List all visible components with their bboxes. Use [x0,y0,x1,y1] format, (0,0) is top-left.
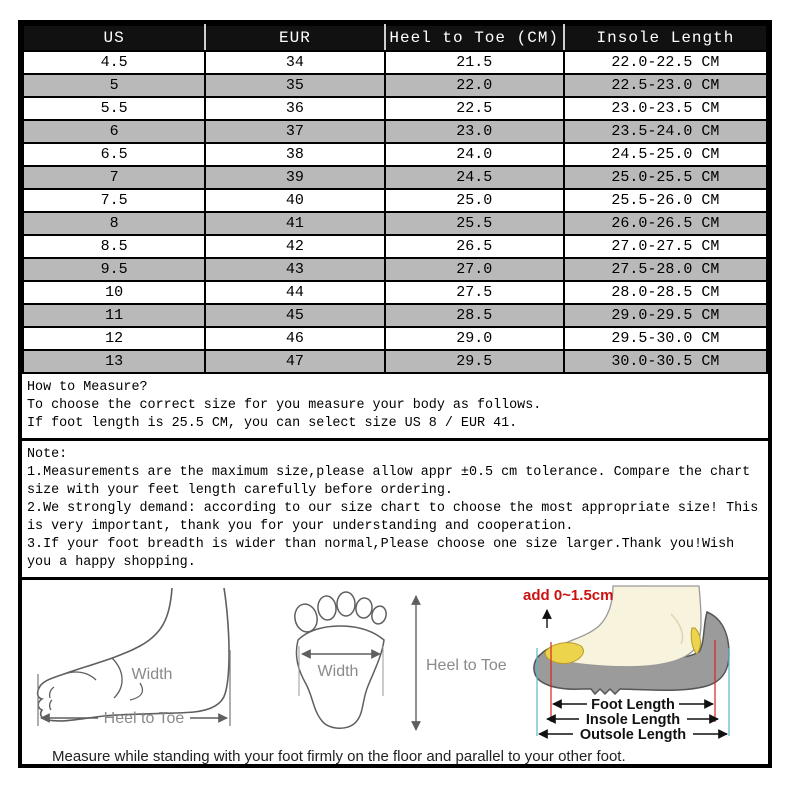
table-row [23,189,767,212]
table-cell-us: 10 [23,281,205,304]
foot-side-view-figure [24,584,274,734]
text-line: How to Measure? [27,380,148,395]
measure-caption: Measure while standing with your foot firmly on the floor and parallel to your other foot. [52,748,626,765]
text-line: To choose the correct size for you measure your body as follows. [27,398,542,413]
table-cell-insole: 29.5-30.0 CM [564,327,767,350]
table-row [23,97,767,120]
table-cell-us: 7.5 [23,189,205,212]
measurement-figures [22,580,768,742]
table-cell-us: 6.5 [23,143,205,166]
table-row [23,51,767,74]
table-row [23,235,767,258]
text-line: Note: [27,447,68,462]
header-us: US [23,25,205,51]
outsole-length-label: Outsole Length [579,727,687,742]
table-cell-us: 12 [23,327,205,350]
width-leader-curve [130,683,142,700]
table-cell-us: 8.5 [23,235,205,258]
table-cell-eur: 38 [205,143,384,166]
table-cell-heel_to_toe: 21.5 [385,51,564,74]
header-row [23,25,767,51]
table-cell-insole: 27.5-28.0 CM [564,258,767,281]
table-cell-eur: 41 [205,212,384,235]
table-cell-heel_to_toe: 29.5 [385,350,564,373]
table-row [23,74,767,97]
text-line: 3.If your foot breadth is wider than normal,Please choose one size larger.Thank you!Wish [27,537,735,552]
foot-side-toe-detail [50,672,96,710]
header-heel-to-toe: Heel to Toe (CM) [385,25,564,51]
table-row [23,350,767,373]
table-cell-insole: 30.0-30.5 CM [564,350,767,373]
table-cell-heel_to_toe: 25.0 [385,189,564,212]
text-line: 2.We strongly demand: according to our size chart to choose the most appropriate size! This [27,501,759,516]
toe-4 [355,597,374,619]
table-cell-eur: 47 [205,350,384,373]
table-cell-heel_to_toe: 24.0 [385,143,564,166]
table-cell-eur: 34 [205,51,384,74]
text-line: 1.Measurements are the maximum size,please allow appr ±0.5 cm tolerance. Compare the chart [27,465,751,480]
table-cell-us: 6 [23,120,205,143]
table-cell-insole: 24.5-25.0 CM [564,143,767,166]
table-cell-insole: 25.5-26.0 CM [564,189,767,212]
table-cell-insole: 23.0-23.5 CM [564,97,767,120]
table-cell-us: 7 [23,166,205,189]
size-table-header [23,25,767,51]
table-row [23,143,767,166]
foot-side-outline [38,588,229,721]
table-cell-insole: 22.5-23.0 CM [564,74,767,97]
table-cell-us: 4.5 [23,51,205,74]
table-cell-eur: 45 [205,304,384,327]
table-cell-insole: 26.0-26.5 CM [564,212,767,235]
table-cell-eur: 40 [205,189,384,212]
insole-length-label: Insole Length [585,712,681,728]
side-heel-to-toe-label: Heel to Toe [103,710,185,727]
table-cell-us: 11 [23,304,205,327]
size-table-body [23,51,767,373]
table-cell-heel_to_toe: 26.5 [385,235,564,258]
top-heel-to-toe-label: Heel to Toe [426,657,507,674]
table-cell-us: 8 [23,212,205,235]
header-eur: EUR [205,25,384,51]
side-width-label: Width [131,666,173,683]
table-cell-us: 9.5 [23,258,205,281]
table-cell-insole: 29.0-29.5 CM [564,304,767,327]
table-cell-heel_to_toe: 23.0 [385,120,564,143]
table-cell-insole: 23.5-24.0 CM [564,120,767,143]
table-row [23,166,767,189]
table-cell-heel_to_toe: 22.5 [385,97,564,120]
table-cell-us: 5.5 [23,97,205,120]
table-cell-heel_to_toe: 28.5 [385,304,564,327]
size-chart-page [18,20,772,768]
table-row [23,327,767,350]
table-cell-heel_to_toe: 22.0 [385,74,564,97]
table-cell-eur: 35 [205,74,384,97]
text-line: is very important, thank you for your understanding and cooperation. [27,519,574,534]
table-cell-insole: 28.0-28.5 CM [564,281,767,304]
toe-3 [337,592,355,616]
table-cell-eur: 42 [205,235,384,258]
table-cell-us: 13 [23,350,205,373]
table-cell-insole: 27.0-27.5 CM [564,235,767,258]
table-cell-eur: 36 [205,97,384,120]
toe-2 [317,595,337,621]
table-cell-eur: 39 [205,166,384,189]
table-row [23,281,767,304]
table-cell-insole: 22.0-22.5 CM [564,51,767,74]
how-to-measure-section [22,374,768,441]
text-line: size with your feet length carefully before ordering. [27,483,453,498]
add-allowance-label: add 0~1.5cm [523,587,614,604]
table-cell-heel_to_toe: 29.0 [385,327,564,350]
table-row [23,120,767,143]
header-insole-length: Insole Length [564,25,767,51]
text-line: If foot length is 25.5 CM, you can select size US 8 / EUR 41. [27,416,518,431]
table-cell-heel_to_toe: 24.5 [385,166,564,189]
table-cell-heel_to_toe: 25.5 [385,212,564,235]
table-row [23,212,767,235]
table-cell-heel_to_toe: 27.5 [385,281,564,304]
table-row [23,258,767,281]
table-cell-eur: 46 [205,327,384,350]
table-row [23,304,767,327]
table-cell-eur: 44 [205,281,384,304]
table-cell-eur: 37 [205,120,384,143]
foot-length-label: Foot Length [591,697,675,713]
table-cell-insole: 25.0-25.5 CM [564,166,767,189]
table-cell-us: 5 [23,74,205,97]
size-table [22,24,768,374]
note-section [22,441,768,580]
foot-side-girth-line [112,658,122,698]
top-width-label: Width [317,663,359,680]
table-cell-heel_to_toe: 27.0 [385,258,564,281]
table-cell-eur: 43 [205,258,384,281]
shoe-insole-figure [521,584,766,742]
text-line: you a happy shopping. [27,555,196,570]
foot-top-view-figure [280,584,515,734]
